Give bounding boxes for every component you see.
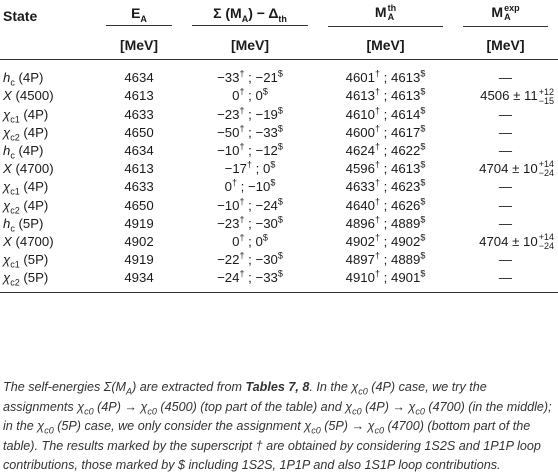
cell-state: $\chi_{c1}$ (4P) (3, 106, 49, 125)
cell-mexp: — (498, 142, 513, 158)
cell-sigma: −33† ; −21$ (217, 68, 283, 85)
table-body (0, 60, 558, 293)
cell-ea: 4902 (124, 233, 154, 249)
header-row (0, 0, 558, 31)
unit-mexp: [MeV] (486, 37, 525, 53)
table-row (0, 60, 558, 88)
cell-mth: 4613† ; 4613$ (345, 86, 426, 104)
cell-mth: 4601† ; 4613$ (345, 68, 426, 85)
cell-sigma: 0† ; 0$ (232, 232, 268, 249)
cell-mth: 4596† ; 4613$ (345, 159, 426, 177)
cell-ea: 4919 (124, 215, 154, 231)
unit-blank (0, 31, 96, 60)
table-row (0, 142, 558, 160)
cell-sigma: 0† ; −10$ (224, 178, 276, 195)
table-row (0, 124, 558, 142)
header-ea: $E_A$ (96, 0, 182, 31)
cell-mexp: — (498, 106, 513, 122)
cell-ea: 4934 (124, 270, 154, 286)
cell-mth: 4896† ; 4889$ (345, 214, 426, 231)
cell-ea: 4919 (124, 252, 154, 268)
cell-mexp: 4704 ± 10 +14 −24 (479, 159, 554, 179)
cell-mexp: — (498, 124, 513, 140)
table-caption: The self-energies $\Sigma(M_A)$ are extracted from Tables 7, 8. In the $\chi_{c0}$ (4P) case, we try the assignments $\chi_{c0}$ $(4P) \to \chi_{c0}$ (4500) (top part of the table) and $\chi_{c0}$ $(4P) \to \chi_{c0}$ (4700) (in the middle); in the $\chi_{c0}$ (5P) case, we only consider the assignment $\chi_{c0}$ $(5P) \to \chi_{c0}$ (4700) (bottom part of the table). The results marked by the superscript † are obtained by considering 1S2S and 1P1P loop contributions, those marked by $ including 1S2S, 1P1P and also 1S1P loop contributions. (3, 380, 552, 472)
table-row (0, 197, 558, 215)
cell-sigma: −22† ; −30$ (217, 250, 283, 268)
cell-state: $\chi_{c2}$ (4P) (3, 197, 49, 216)
cell-sigma: −17† ; 0$ (224, 159, 276, 177)
cell-mexp: 4506 ± 11 +12 −15 (480, 86, 554, 106)
table-row (0, 269, 558, 293)
cell-state: $h_c$ (5P) (3, 215, 44, 234)
cell-state: $h_c$ (4P) (3, 70, 44, 88)
cell-state: X (4700) (3, 161, 54, 177)
table-row (0, 178, 558, 196)
cell-state: $\chi_{c2}$ (4P) (3, 124, 49, 143)
cell-mth: 4610† ; 4614$ (345, 105, 426, 122)
cell-mth: 4624† ; 4622$ (345, 141, 426, 158)
cell-mth: 4897† ; 4889$ (345, 250, 426, 268)
cell-mexp: — (498, 197, 513, 213)
cell-sigma: −23† ; −30$ (217, 214, 283, 231)
cell-state: X (4500) (3, 88, 54, 104)
cell-mth: 4910† ; 4901$ (345, 268, 426, 286)
units-row (0, 31, 558, 60)
table-row (0, 160, 558, 179)
header-mexp: M exp A (453, 0, 558, 31)
table-row (0, 106, 558, 124)
table-row (0, 87, 558, 106)
cell-state: $h_c$ (4P) (3, 142, 44, 161)
header-sigma: Σ $(M_A) - \Delta_{th}$ (182, 0, 318, 31)
unit-sigma: [MeV] (230, 37, 270, 53)
cell-ea: 4650 (124, 124, 154, 140)
cell-ea: 4613 (124, 161, 154, 177)
cell-mexp: — (498, 252, 513, 268)
cell-sigma: −50† ; −33$ (217, 123, 283, 140)
cell-state: $\chi_{c2}$ (5P) (3, 270, 49, 288)
cell-sigma: 0† ; 0$ (232, 86, 268, 104)
cell-mth: 4600† ; 4617$ (345, 123, 426, 140)
cell-state: $\chi_{c1}$ (5P) (3, 252, 49, 270)
cell-sigma: −10† ; −24$ (217, 196, 283, 213)
cell-sigma: −10† ; −12$ (217, 141, 283, 158)
cell-mth: 4633† ; 4623$ (345, 178, 426, 195)
cell-mexp: — (498, 215, 513, 231)
cell-mth: 4640† ; 4626$ (345, 196, 426, 213)
cell-ea: 4613 (124, 88, 154, 104)
cell-ea: 4633 (124, 106, 154, 122)
table-row (0, 251, 558, 269)
cell-mexp: 4704 ± 10 +14 −24 (479, 232, 554, 252)
cell-mth: 4902† ; 4902$ (345, 232, 426, 249)
cell-mexp: — (498, 70, 513, 85)
cell-mexp: — (498, 179, 513, 195)
cell-ea: 4650 (124, 197, 154, 213)
cell-ea: 4633 (124, 179, 154, 195)
unit-mth: [MeV] (366, 37, 405, 53)
cell-state: X (4700) (3, 233, 54, 249)
cell-sigma: −23† ; −19$ (217, 105, 283, 122)
cell-sigma: −24† ; −33$ (217, 268, 283, 286)
header-state: State (3, 7, 38, 24)
unit-ea: [MeV] (119, 37, 159, 53)
cell-ea: 4634 (124, 70, 154, 85)
header-mth: M th A (318, 0, 453, 31)
table-row (0, 215, 558, 233)
tables-reference: Tables 7, 8 (245, 380, 310, 394)
table-row (0, 233, 558, 252)
cell-state: $\chi_{c1}$ (4P) (3, 179, 49, 198)
cell-ea: 4634 (124, 142, 154, 158)
cell-mexp: — (498, 270, 513, 286)
